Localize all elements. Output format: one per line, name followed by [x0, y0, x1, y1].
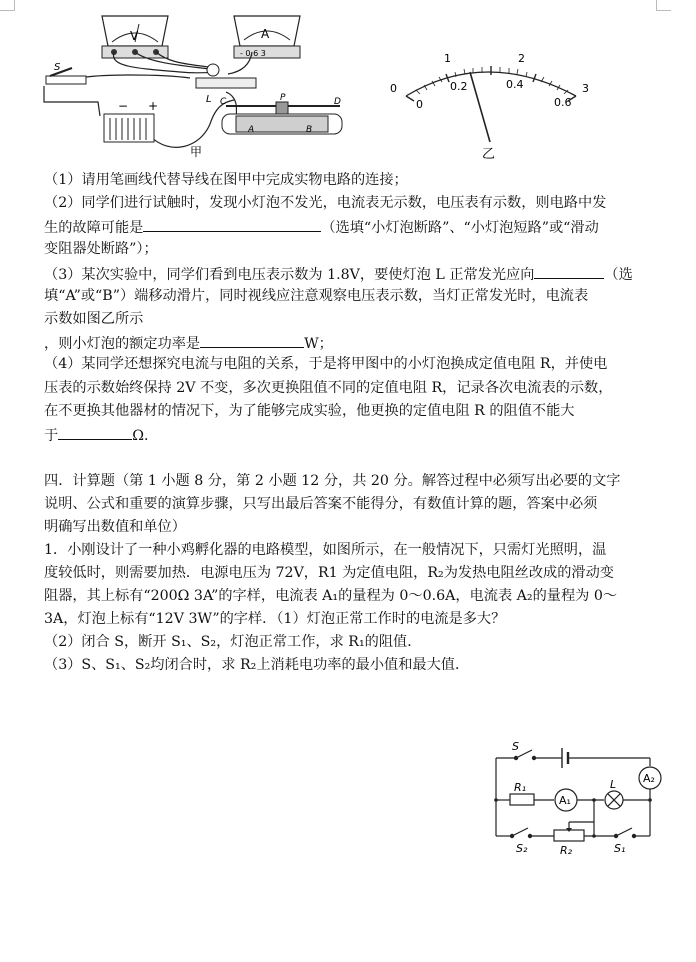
q3-direction-blank[interactable] [534, 264, 604, 279]
switch-label: S [54, 62, 61, 73]
voltmeter-label: V [130, 29, 139, 43]
rheostat-label-c: C [220, 97, 227, 107]
p1-line-3: 阻器，其上标有“200Ω 3A”的字样，电流表 A₁的量程为 0～0.6A，电流表 A₂的量程为 0～ [44, 588, 618, 604]
dial-upper-tick-1: 1 [444, 52, 451, 65]
figure-yi-caption: 乙 [482, 147, 496, 162]
q4-resistance-blank[interactable] [58, 425, 132, 440]
q3-text-before: （3）某次实验中，同学们看到电压表示数为 1.8V，要使灯泡 L 正常发光应向 [44, 267, 535, 283]
ammeter-label: A [261, 27, 270, 41]
section4-heading-line-3: 明确写出数值和单位） [44, 519, 186, 535]
ammeter [234, 16, 300, 58]
q4-text-after: Ω． [132, 428, 159, 444]
circuit-label-r1: R₁ [514, 781, 527, 794]
dial-lower-tick-2: 0.4 [506, 78, 524, 91]
q2-line-3: 变阻器处断路”）； [44, 241, 158, 257]
battery [104, 99, 158, 142]
rheostat-label-b: B [306, 125, 313, 135]
circuit-label-a1: A₁ [559, 794, 571, 807]
rheostat [220, 93, 342, 135]
circuit-label-s1: S₁ [614, 842, 626, 855]
p1-line-1: 1．小刚设计了一种小鸡孵化器的电路模型，如图所示，在一般情况下，只需灯光照明，温 [44, 542, 607, 558]
dial-upper-tick-2: 2 [518, 52, 525, 65]
q3-power-text-before: ，则小灯泡的额定功率是 [44, 336, 201, 352]
dial-upper-tick-0: 0 [390, 82, 397, 95]
q3-power-blank[interactable] [200, 333, 304, 348]
dial-lower-tick-0: 0 [416, 98, 423, 111]
q3-line-3: 示数如图乙所示 [44, 311, 144, 327]
circuit-label-s2: S₂ [516, 842, 528, 855]
q2-answer-blank[interactable] [143, 217, 321, 232]
q2-text-before: 生的故障可能是 [44, 220, 144, 236]
circuit-label-s: S [512, 740, 519, 753]
p1-line-4: 3A，灯泡上标有“12V 3W”的字样．（1）灯泡正常工作时的电流是多大？ [44, 611, 506, 627]
p1-line-2: 度较低时，则需要加热．电源电压为 72V，R1 为定值电阻，R₂为发热电阻丝改成的滑动变 [44, 565, 614, 581]
q3-line-2: 填“A”或“B”）端移动滑片，同时视线应注意观察电压表示数，当灯正常发光时，电流表 [44, 288, 589, 304]
q4-line-2: 压表的示数始终保持 2V 不变，多次更换阻值不同的定值电阻 R，记录各次电流表的示数， [44, 380, 613, 396]
dial-upper-tick-3: 3 [582, 82, 589, 95]
figure-yi-ammeter-dial [386, 44, 606, 162]
q2-text-after: （选填“小灯泡断路”、“小灯泡短路”或“滑动 [321, 220, 599, 236]
q3-text-after: （选 [604, 267, 633, 283]
switch-s [46, 62, 86, 84]
circuit-label-a2: A₂ [643, 772, 655, 785]
q4-line-1: （4）某同学还想探究电流与电阻的关系，于是将甲图中的小灯泡换成定值电阻 R，并使电 [44, 356, 608, 372]
p1-line-5: （2）闭合 S，断开 S₁、S₂，灯泡正常工作，求 R₁的阻值． [44, 634, 422, 650]
rheostat-label-d: D [334, 97, 341, 107]
q1-line: （1）请用笔画线代替导线在图甲中完成实物电路的连接； [44, 172, 408, 188]
q4-text-before: 于 [44, 428, 59, 444]
battery-minus: − [118, 99, 129, 113]
rheostat-label-a: A [248, 125, 255, 135]
q4-line-4 [44, 425, 654, 445]
problem1-circuit-diagram [486, 738, 686, 858]
q3-line-4 [44, 333, 654, 353]
ammeter-terminals: - 0.6 3 [240, 49, 266, 58]
q4-line-3: 在不更换其他器材的情况下，为了能够完成实验，他更换的定值电阻 R 的阻值不能大 [44, 403, 575, 419]
q3-line-1 [44, 264, 654, 284]
figure-jia-caption: 甲 [190, 145, 203, 158]
rheostat-label-p: P [280, 93, 286, 103]
dial-lower-tick-1: 0.2 [450, 80, 468, 93]
q2-line-2 [44, 217, 654, 237]
page-corner-mark-left [0, 0, 15, 11]
circuit-label-l: L [610, 778, 617, 791]
q3-power-text-after: W； [304, 336, 333, 352]
page-corner-mark-right [656, 0, 671, 11]
figure-jia-circuit [40, 6, 360, 158]
p1-line-6: （3）S、S₁、S₂均闭合时，求 R₂上消耗电功率的最小值和最大值． [44, 657, 470, 673]
dial-needle [470, 72, 490, 142]
circuit-label-r2: R₂ [560, 844, 573, 857]
dial-lower-tick-3: 0.6 [554, 96, 572, 109]
bulb-label: L [206, 94, 212, 105]
q2-line-1: （2）同学们进行试触时，发现小灯泡不发光，电流表无示数，电压表有示数，则电路中发 [44, 195, 607, 211]
section4-heading-line-1: 四．计算题（第 1 小题 8 分，第 2 小题 12 分，共 20 分。解答过程中必须写出必要的文字 [44, 473, 621, 489]
voltmeter [102, 16, 168, 58]
section4-heading-line-2: 说明、公式和重要的演算步骤，只写出最后答案不能得分，有数值计算的题，答案中必须 [44, 496, 598, 512]
battery-plus: + [148, 99, 159, 113]
